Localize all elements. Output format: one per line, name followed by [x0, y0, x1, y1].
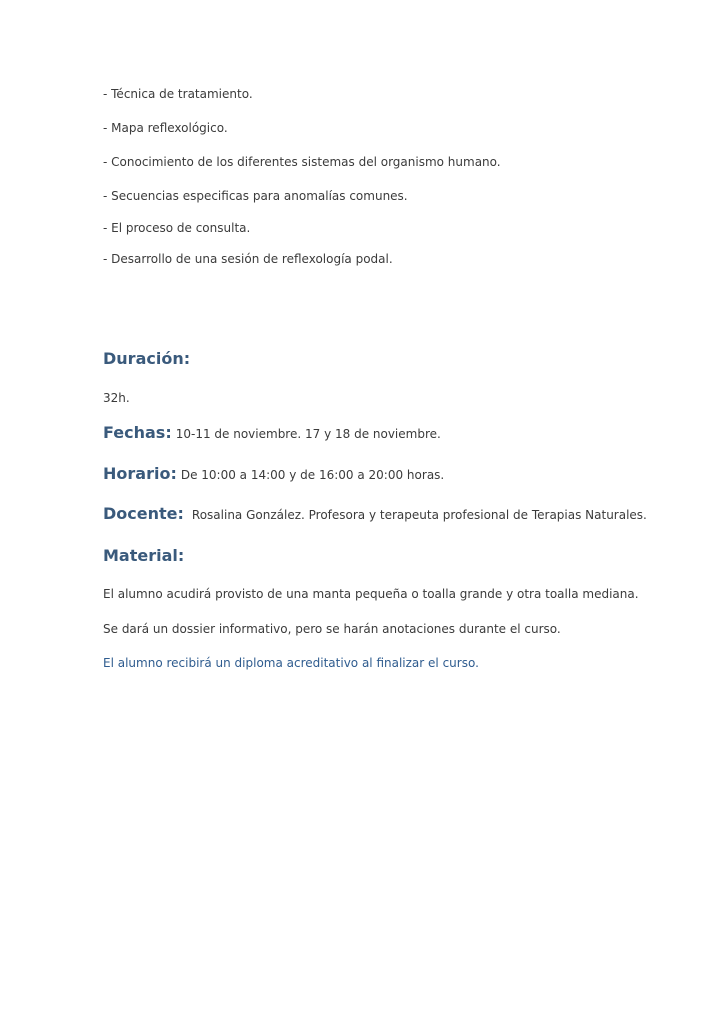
material-line-diploma: El alumno recibirá un diploma acreditativo al finalizar el curso. [103, 656, 479, 670]
duracion-heading: Duración: [103, 349, 191, 368]
fechas-row [103, 425, 441, 442]
syllabus-item-sesion: - Desarrollo de una sesión de reflexología podal. [103, 252, 393, 266]
syllabus-item-mapa: - Mapa reflexológico. [103, 121, 228, 135]
material-heading: Material: [103, 546, 185, 565]
fechas-value: 10-11 de noviembre. 17 y 18 de noviembre. [175, 427, 441, 441]
docente-label: Docente: [103, 504, 184, 523]
docente-row [103, 506, 647, 523]
syllabus-item-sistemas: - Conocimiento de los diferentes sistemas del organismo humano. [103, 155, 501, 169]
syllabus-item-secuencias: - Secuencias especificas para anomalías comunes. [103, 189, 408, 203]
material-line-manta: El alumno acudirá provisto de una manta pequeña o toalla grande y otra toalla mediana. [103, 587, 639, 601]
syllabus-item-consulta: - El proceso de consulta. [103, 221, 251, 235]
horario-value: De 10:00 a 14:00 y de 16:00 a 20:00 horas. [180, 468, 445, 482]
syllabus-item-tecnica: - Técnica de tratamiento. [103, 87, 253, 101]
material-line-dossier: Se dará un dossier informativo, pero se harán anotaciones durante el curso. [103, 622, 561, 636]
horario-row [103, 466, 444, 483]
duracion-value: 32h. [103, 391, 130, 405]
fechas-label: Fechas: [103, 423, 172, 442]
horario-label: Horario: [103, 464, 177, 483]
docente-value: Rosalina González. Profesora y terapeuta profesional de Terapias Naturales. [191, 508, 647, 522]
